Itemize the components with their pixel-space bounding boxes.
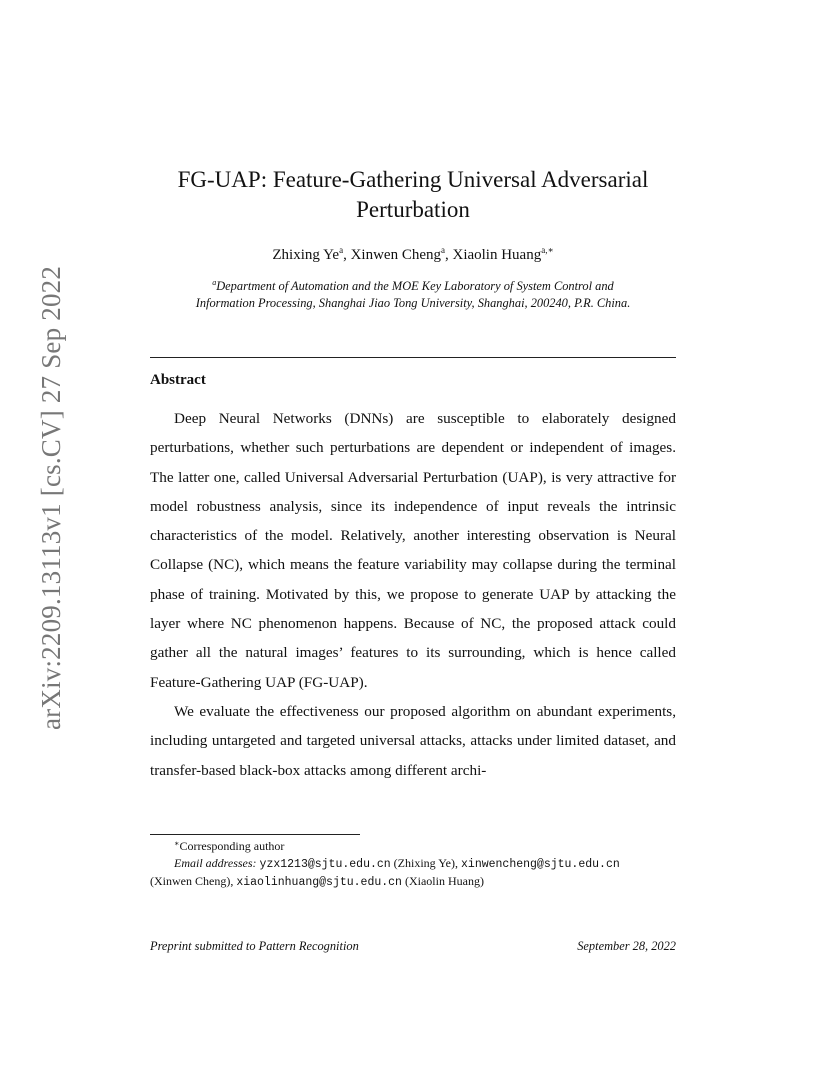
- author-mark: a: [440, 245, 445, 255]
- author-mark: a: [339, 245, 344, 255]
- email-owner: (Xiaolin Huang): [404, 874, 484, 888]
- author-list: [150, 245, 676, 265]
- email-owner: (Xinwen Cheng),: [150, 874, 234, 888]
- preprint-note: Preprint submitted to Pattern Recognition: [150, 939, 359, 953]
- email-line-1: [150, 855, 676, 873]
- corresponding-author-note: [150, 838, 676, 855]
- footnotes: [150, 838, 676, 891]
- corresponding-author-text: Corresponding author: [179, 839, 285, 853]
- author-separator: ,: [444, 247, 453, 263]
- email-link[interactable]: xinwencheng@sjtu.edu.cn: [461, 858, 620, 871]
- affiliation-line-2: Information Processing, Shanghai Jiao Tong University, Shanghai, 200240, P.R. China.: [195, 296, 631, 310]
- abstract-paragraph: Deep Neural Networks (DNNs) are susceptible to elaborately designed perturbations, whether such perturbations are dependent or independent of images. The latter one, called Universal Adversarial Perturbation (UAP), is very attractive for model robustness analysis, since its independence of input reveals the intrinsic characteristics of the model. Relatively, another interesting observation is Neural Collapse (NC), which means the feature variability may collapse during the terminal phase of training. Motivated by this, we propose to generate UAP by attacking the layer where NC phenomenon happens. Because of NC, the proposed attack could gather all the natural images’ features to its surrounding, which is hence called Feature-Gathering UAP (FG-UAP).: [150, 410, 676, 691]
- header-rule: [150, 357, 676, 358]
- abstract-heading: Abstract: [150, 372, 206, 388]
- title-line-2: Perturbation: [356, 197, 470, 222]
- paper-title: [150, 165, 676, 225]
- email-line-2: [150, 873, 676, 891]
- affiliation-line-1: [140, 278, 686, 295]
- arxiv-identifier[interactable]: arXiv:2209.13113v1 [cs.CV] 27 Sep 2022: [36, 265, 66, 730]
- author-name: Xiaolin Huang: [452, 247, 542, 263]
- affiliation: [140, 278, 686, 312]
- affiliation-mark: a: [212, 278, 217, 287]
- email-link[interactable]: yzx1213@sjtu.edu.cn: [259, 858, 391, 871]
- affiliation-text: Department of Automation and the MOE Key Laboratory of System Control and: [216, 279, 614, 293]
- footnote-rule: [150, 834, 360, 835]
- author-name: Xinwen Cheng: [350, 247, 441, 263]
- abstract-body: [150, 404, 676, 785]
- author-mark[interactable]: a,∗: [541, 245, 554, 255]
- abstract-paragraph: We evaluate the effectiveness our proposed algorithm on abundant experiments, including untargeted and targeted universal attacks, attacks under limited dataset, and transfer-based black-box attacks among different archi-: [150, 702, 676, 779]
- footnote-mark: ∗: [174, 839, 180, 848]
- title-line-1: FG-UAP: Feature-Gathering Universal Adversarial: [177, 167, 649, 192]
- preprint-date: September 28, 2022: [577, 939, 676, 953]
- author-name: Zhixing Ye: [272, 247, 340, 263]
- author-separator: ,: [343, 247, 351, 263]
- email-owner: (Zhixing Ye),: [393, 856, 459, 870]
- email-label: Email addresses:: [174, 856, 257, 870]
- email-link[interactable]: xiaolinhuang@sjtu.edu.cn: [236, 876, 402, 889]
